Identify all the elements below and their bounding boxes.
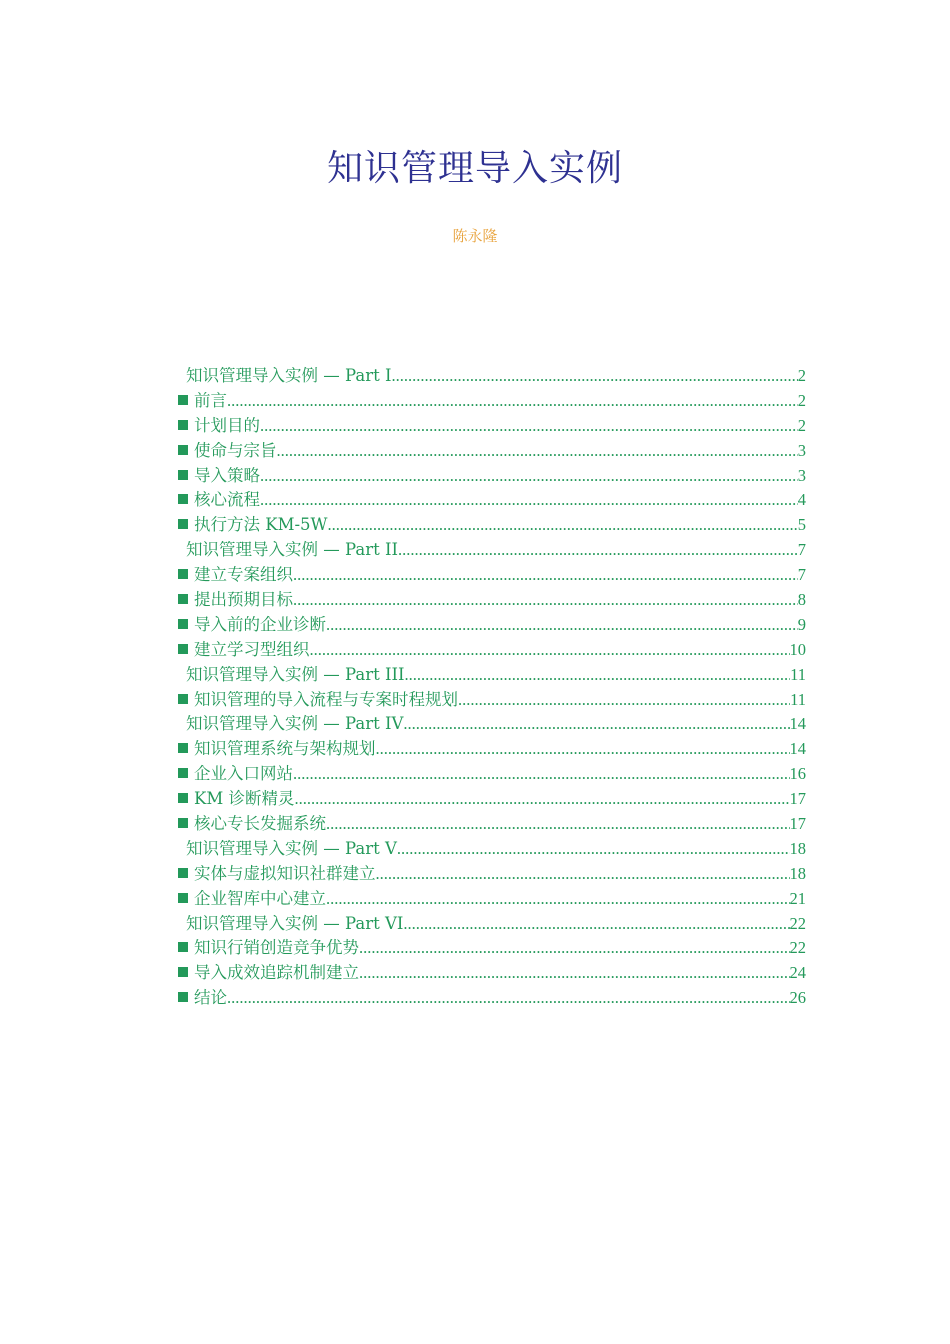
toc-entry-label: 计划目的 — [194, 415, 260, 435]
toc-entry[interactable] — [178, 563, 806, 588]
dot-leader — [458, 688, 790, 713]
toc-entry-label: 前言 — [194, 390, 227, 410]
toc-entry-label: 导入策略 — [194, 465, 260, 485]
toc-page-number: 4 — [797, 490, 806, 510]
toc-entry[interactable] — [178, 464, 806, 489]
toc-part-entry[interactable] — [178, 712, 806, 737]
dot-leader — [405, 663, 791, 688]
toc-entry[interactable] — [178, 638, 806, 663]
toc-entry[interactable] — [178, 762, 806, 787]
toc-page-number: 9 — [797, 614, 806, 634]
toc-entry[interactable] — [178, 812, 806, 837]
toc-entry-label: KM 诊断精灵 — [194, 789, 295, 809]
table-of-contents — [178, 364, 806, 1011]
square-bullet-icon — [178, 644, 188, 654]
square-bullet-icon — [178, 743, 188, 753]
toc-page-number: 5 — [797, 515, 806, 535]
square-bullet-icon — [178, 594, 188, 604]
dot-leader — [260, 464, 798, 489]
dot-leader — [397, 837, 790, 862]
toc-entry-label: 知识管理导入实例 — Part VI — [186, 913, 404, 933]
toc-page-number: 17 — [789, 789, 806, 809]
toc-page-number: 10 — [789, 639, 806, 659]
toc-entry-label: 知识管理导入实例 — Part III — [186, 664, 405, 684]
toc-part-entry[interactable] — [178, 837, 806, 862]
toc-entry[interactable] — [178, 688, 806, 713]
square-bullet-icon — [178, 942, 188, 952]
toc-entry[interactable] — [178, 887, 806, 912]
toc-page-number: 3 — [797, 440, 806, 460]
toc-entry-label: 知识管理导入实例 — Part IV — [186, 714, 404, 734]
toc-entry-label: 知识管理的导入流程与专案时程规划 — [194, 689, 458, 709]
dot-leader — [277, 439, 798, 464]
toc-entry[interactable] — [178, 439, 806, 464]
toc-entry-label: 建立专案组织 — [194, 565, 293, 585]
toc-part-entry[interactable] — [178, 912, 806, 937]
square-bullet-icon — [178, 893, 188, 903]
toc-entry-label: 知识管理系统与架构规划 — [194, 739, 376, 759]
toc-entry-label: 知识管理导入实例 — Part V — [186, 838, 397, 858]
square-bullet-icon — [178, 818, 188, 828]
toc-entry-label: 使命与宗旨 — [194, 440, 277, 460]
square-bullet-icon — [178, 694, 188, 704]
toc-entry[interactable] — [178, 613, 806, 638]
toc-page-number: 22 — [789, 913, 806, 933]
square-bullet-icon — [178, 967, 188, 977]
toc-entry[interactable] — [178, 737, 806, 762]
square-bullet-icon — [178, 470, 188, 480]
dot-leader — [227, 986, 790, 1011]
toc-entry[interactable] — [178, 862, 806, 887]
toc-page-number: 18 — [789, 838, 806, 858]
toc-entry-label: 建立学习型组织 — [194, 639, 310, 659]
toc-entry-label: 知识管理导入实例 — Part I — [186, 366, 392, 385]
dot-leader — [359, 961, 790, 986]
toc-entry-label: 企业智库中心建立 — [194, 888, 326, 908]
toc-entry[interactable] — [178, 986, 806, 1011]
toc-page-number: 2 — [797, 415, 806, 435]
toc-entry-label: 实体与虚拟知识社群建立 — [194, 863, 376, 883]
square-bullet-icon — [178, 395, 188, 405]
toc-page-number: 24 — [789, 963, 806, 983]
square-bullet-icon — [178, 793, 188, 803]
toc-page-number: 17 — [789, 814, 806, 834]
dot-leader — [260, 488, 798, 513]
toc-entry[interactable] — [178, 787, 806, 812]
toc-part-entry[interactable] — [178, 364, 806, 389]
dot-leader — [326, 613, 798, 638]
toc-entry-label: 执行方法 KM-5W — [194, 515, 328, 535]
toc-entry-label: 核心专长发掘系统 — [194, 814, 326, 834]
toc-page-number: 11 — [790, 664, 806, 684]
document-author: 陈永隆 — [452, 227, 498, 245]
square-bullet-icon — [178, 445, 188, 455]
dot-leader — [391, 364, 797, 389]
toc-entry[interactable] — [178, 389, 806, 414]
toc-entry-label: 导入成效追踪机制建立 — [194, 963, 359, 983]
toc-page-number: 3 — [797, 465, 806, 485]
toc-page-number: 14 — [789, 714, 806, 734]
dot-leader — [376, 737, 790, 762]
toc-entry-label: 知识管理导入实例 — Part II — [186, 540, 398, 560]
toc-part-entry[interactable] — [178, 663, 806, 688]
toc-entry-label: 知识行销创造竞争优势 — [194, 938, 359, 958]
dot-leader — [293, 563, 798, 588]
toc-page-number: 7 — [797, 540, 806, 560]
toc-page-number: 16 — [789, 764, 806, 784]
dot-leader — [403, 712, 789, 737]
square-bullet-icon — [178, 494, 188, 504]
dot-leader — [359, 936, 790, 961]
toc-page-number: 18 — [789, 863, 806, 883]
dot-leader — [328, 513, 798, 538]
toc-page-number: 14 — [789, 739, 806, 759]
toc-page-number: 21 — [789, 888, 806, 908]
dot-leader — [294, 787, 789, 812]
dot-leader — [376, 862, 790, 887]
toc-entry-label: 企业入口网站 — [194, 764, 293, 784]
toc-page-number: 26 — [789, 988, 806, 1008]
square-bullet-icon — [178, 619, 188, 629]
toc-entry[interactable] — [178, 936, 806, 961]
toc-entry[interactable] — [178, 961, 806, 986]
toc-entry-label: 核心流程 — [194, 490, 260, 510]
toc-entry[interactable] — [178, 488, 806, 513]
toc-entry-label: 结论 — [194, 988, 227, 1008]
dot-leader — [310, 638, 790, 663]
dot-leader — [326, 887, 790, 912]
dot-leader — [293, 762, 790, 787]
document-title: 知识管理导入实例 — [326, 148, 623, 189]
square-bullet-icon — [178, 768, 188, 778]
dot-leader — [398, 538, 798, 563]
dot-leader — [227, 389, 798, 414]
square-bullet-icon — [178, 519, 188, 529]
toc-part-entry[interactable] — [178, 538, 806, 563]
square-bullet-icon — [178, 868, 188, 878]
toc-page-number: 11 — [790, 689, 806, 709]
dot-leader — [403, 912, 789, 937]
toc-page-number: 22 — [789, 938, 806, 958]
dot-leader — [293, 588, 798, 613]
square-bullet-icon — [178, 420, 188, 430]
dot-leader — [260, 414, 798, 439]
toc-page-number: 7 — [797, 565, 806, 585]
toc-entry-label: 提出预期目标 — [194, 590, 293, 610]
toc-page-number: 2 — [797, 390, 806, 410]
toc-entry[interactable] — [178, 588, 806, 613]
toc-entry[interactable] — [178, 513, 806, 538]
dot-leader — [326, 812, 790, 837]
toc-entry[interactable] — [178, 414, 806, 439]
toc-page-number: 8 — [797, 590, 806, 610]
toc-entry-label: 导入前的企业诊断 — [194, 614, 326, 634]
square-bullet-icon — [178, 992, 188, 1002]
toc-page-number: 2 — [797, 366, 806, 385]
square-bullet-icon — [178, 569, 188, 579]
